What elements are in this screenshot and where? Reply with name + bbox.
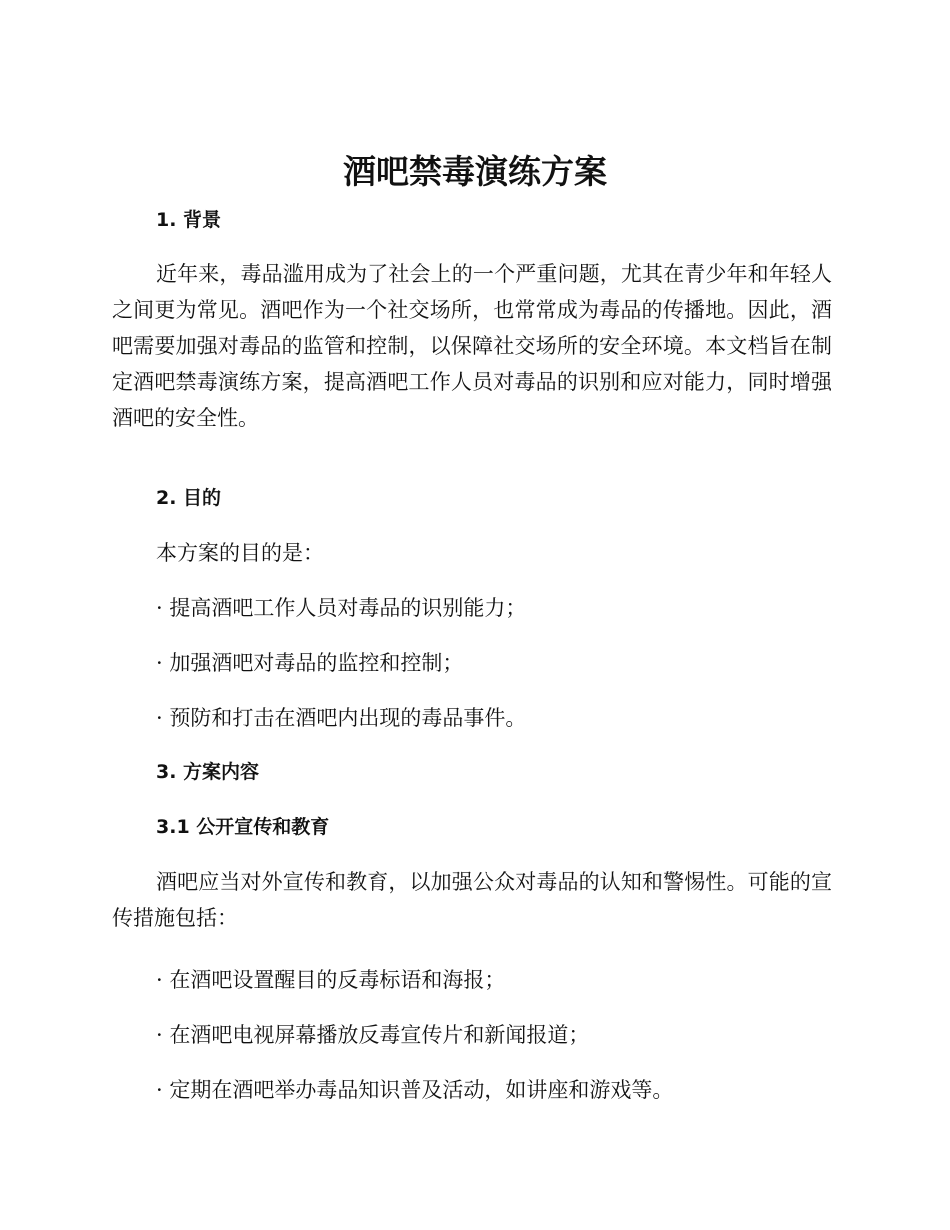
publicity-list-item: · 在酒吧设置醒目的反毒标语和海报；: [156, 968, 506, 992]
subsection-heading-publicity: 3.1 公开宣传和教育: [156, 816, 330, 838]
section-heading-purpose: 2. 目的: [156, 487, 222, 509]
background-paragraph: 近年来，毒品滥用成为了社会上的一个严重问题，尤其在青少年和年轻人之间更为常见。酒吧作为一个社交场所，也常常成为毒品的传播地。因此，酒吧需要加强对毒品的监管和控制，以保障社交场所的安全环境。本文档旨在制定酒吧禁毒演练方案，提高酒吧工作人员对毒品的识别和应对能力，同时增强酒吧的安全性。: [112, 262, 832, 430]
purpose-list-item: · 加强酒吧对毒品的监控和控制；: [156, 651, 464, 675]
document-title: 酒吧禁毒演练方案: [343, 152, 607, 191]
publicity-list-item: · 定期在酒吧举办毒品知识普及活动，如讲座和游戏等。: [156, 1078, 674, 1102]
section-heading-content: 3. 方案内容: [156, 761, 260, 783]
section-heading-background: 1. 背景: [156, 209, 222, 231]
purpose-intro: 本方案的目的是：: [156, 541, 324, 565]
publicity-list-item: · 在酒吧电视屏幕播放反毒宣传片和新闻报道；: [156, 1023, 590, 1047]
purpose-list-item: · 提高酒吧工作人员对毒品的识别能力；: [156, 596, 527, 620]
purpose-list-item: · 预防和打击在酒吧内出现的毒品事件。: [156, 706, 527, 730]
publicity-paragraph: 酒吧应当对外宣传和教育，以加强公众对毒品的认知和警惕性。可能的宣传措施包括：: [112, 870, 832, 930]
